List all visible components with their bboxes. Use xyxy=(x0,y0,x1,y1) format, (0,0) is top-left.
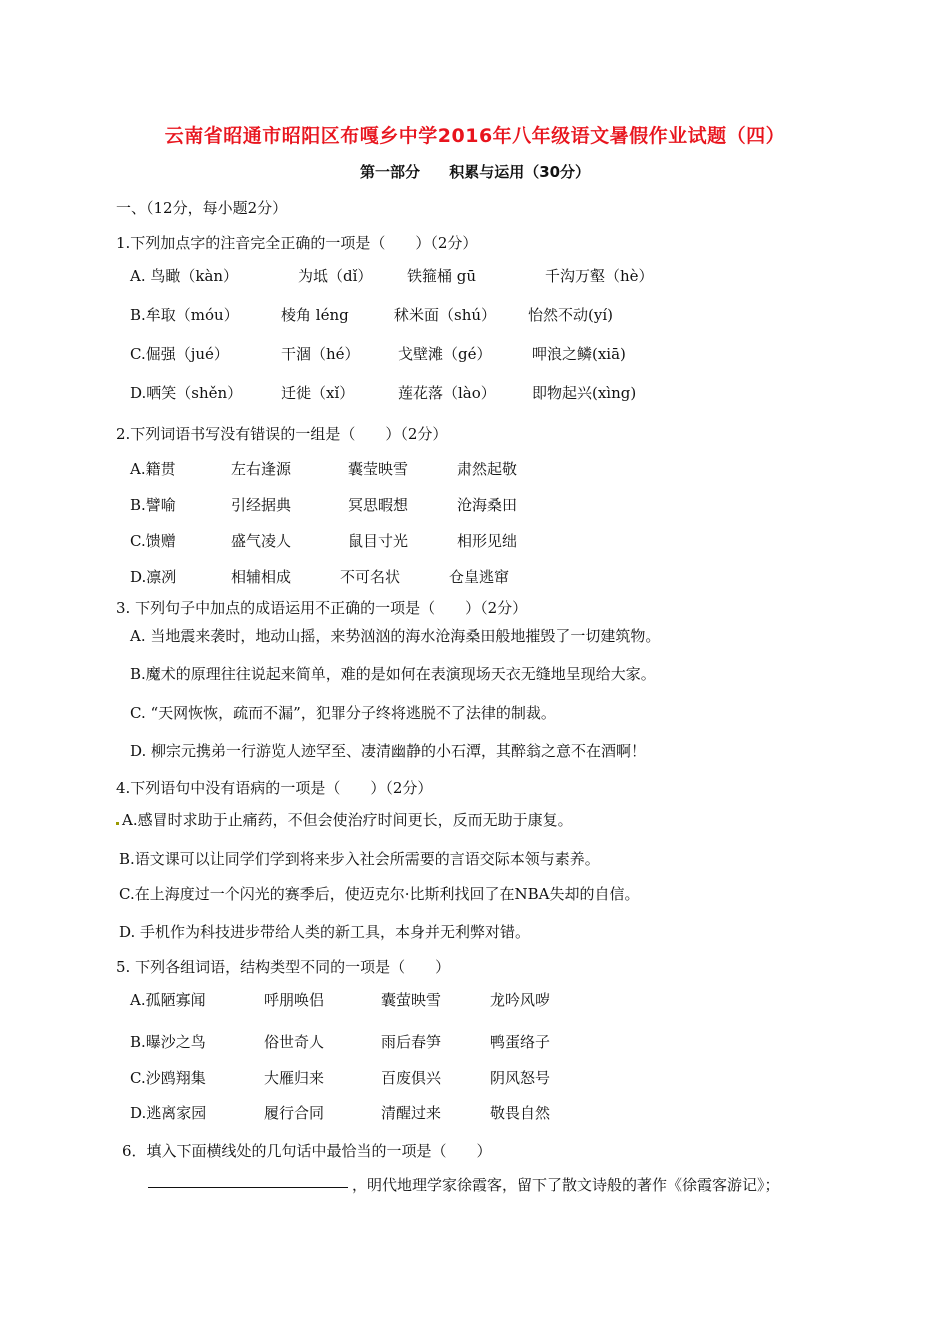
option: 相辅相成 xyxy=(231,568,292,586)
option: 冥思暇想 xyxy=(348,496,409,514)
question-6-text: ，明代地理学家徐霞客，留下了散文诗般的著作《徐霞客游记》； xyxy=(352,1176,780,1194)
option: 莲花落（lào） xyxy=(398,384,496,402)
question-3-stem: 3. 下列句子中加点的成语运用不正确的一项是（ ）（2分） xyxy=(116,599,528,617)
option: 左右逢源 xyxy=(231,460,292,478)
option: A. 鸟瞰（kàn） xyxy=(130,267,239,285)
option: 阴风怒号 xyxy=(490,1069,551,1087)
option: B.语文课可以让同学们学到将来步入社会所需要的言语交际本领与素养。 xyxy=(119,850,600,868)
option: 肃然起敬 xyxy=(457,460,518,478)
fill-in-blank[interactable] xyxy=(148,1187,348,1188)
option: 不可名状 xyxy=(340,568,401,586)
option: 俗世奇人 xyxy=(264,1033,325,1051)
option: D.逃离家园 xyxy=(130,1104,207,1122)
option: 戈壁滩（gé） xyxy=(398,345,492,363)
option: 秫米面（shú） xyxy=(394,306,497,324)
option: B.譬喻 xyxy=(130,496,176,514)
option: 鼠目寸光 xyxy=(348,532,409,550)
option: 大雁归来 xyxy=(264,1069,325,1087)
option: 干涸（hé） xyxy=(281,345,360,363)
option: 呷浪之鳞(xiā) xyxy=(532,345,626,363)
option: C.倔强（jué） xyxy=(130,345,229,363)
option: C.在上海度过一个闪光的赛季后，使迈克尔·比斯利找回了在NBA失却的自信。 xyxy=(119,885,640,903)
question-4-stem: 4.下列语句中没有语病的一项是（ ）（2分） xyxy=(116,779,433,797)
option: 盛气凌人 xyxy=(231,532,292,550)
annotation-dot xyxy=(116,822,119,825)
option: 棱角 léng xyxy=(281,306,349,324)
option: 为坻（dǐ） xyxy=(298,267,373,285)
part-name: 第一部分 xyxy=(359,163,420,181)
option: 仓皇逃窜 xyxy=(449,568,510,586)
option: A.感冒时求助于止痛药，不但会使治疗时间更长，反而无助于康复。 xyxy=(122,811,573,829)
option: B.曝沙之鸟 xyxy=(130,1033,206,1051)
section-heading: 一、（12分，每小题2分） xyxy=(116,199,288,217)
option: D. 手机作为科技进步带给人类的新工具，本身并无利弊对错。 xyxy=(119,923,531,941)
question-5-stem: 5. 下列各组词语，结构类型不同的一项是（ ） xyxy=(116,958,451,976)
option: 千沟万壑（hè） xyxy=(545,267,654,285)
option: 即物起兴(xìng) xyxy=(532,384,637,402)
option: 沧海桑田 xyxy=(457,496,518,514)
option: B.牟取（móu） xyxy=(130,306,239,324)
option: 相形见绌 xyxy=(457,532,518,550)
option: 囊萤映雪 xyxy=(381,991,442,1009)
option: B.魔术的原理往往说起来简单，难的是如何在表演现场天衣无缝地呈现给大家。 xyxy=(130,665,656,683)
option: C. “天网恢恢，疏而不漏”，犯罪分子终将逃脱不了法律的制裁。 xyxy=(130,704,556,722)
option: 怡然不动(yí) xyxy=(528,306,613,324)
question-1-stem: 1.下列加点字的注音完全正确的一项是（ ）（2分） xyxy=(116,234,478,252)
option: 鸭蛋络子 xyxy=(490,1033,551,1051)
option: A.孤陋寡闻 xyxy=(130,991,206,1009)
part-heading xyxy=(0,161,950,182)
option: 铁箍桶 gū xyxy=(407,267,477,285)
part-title: 积累与运用（30分） xyxy=(449,163,591,181)
option: 迁徙（xǐ） xyxy=(281,384,355,402)
question-2-stem: 2.下列词语书写没有错误的一组是（ ）（2分） xyxy=(116,425,448,443)
option: 雨后春笋 xyxy=(381,1033,442,1051)
option: D.哂笑（shěn） xyxy=(130,384,243,402)
option: 履行合同 xyxy=(264,1104,325,1122)
option: 引经据典 xyxy=(231,496,292,514)
option: A.籍贯 xyxy=(130,460,176,478)
question-6-stem: 6．填入下面横线处的几句话中最恰当的一项是（ ） xyxy=(122,1142,492,1160)
option: 呼朋唤侣 xyxy=(264,991,325,1009)
option: 清醒过来 xyxy=(381,1104,442,1122)
option: A. 当地震来袭时，地动山摇，来势汹汹的海水沧海桑田般地摧毁了一切建筑物。 xyxy=(130,627,661,645)
option: 龙吟风哕 xyxy=(490,991,551,1009)
option: D.凛冽 xyxy=(130,568,177,586)
page-title: 云南省昭通市昭阳区布嘎乡中学2016年八年级语文暑假作业试题（四） xyxy=(164,125,786,147)
option: C.馈赠 xyxy=(130,532,176,550)
option: 敬畏自然 xyxy=(490,1104,551,1122)
option: C.沙鸥翔集 xyxy=(130,1069,206,1087)
option: 囊莹映雪 xyxy=(348,460,409,478)
option: D. 柳宗元携弟一行游览人迹罕至、凄清幽静的小石潭，其醉翁之意不在酒啊！ xyxy=(130,742,647,760)
option: 百废俱兴 xyxy=(381,1069,442,1087)
